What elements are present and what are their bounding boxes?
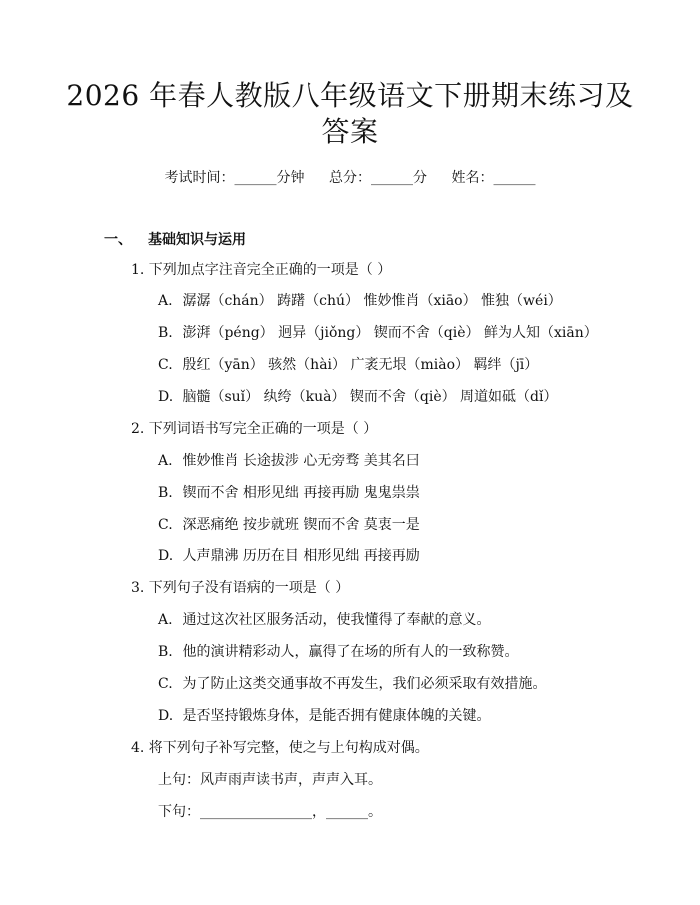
- option-text: 潺潺（chán） 踌躇（chú） 惟妙惟肖（xiāo） 惟独（wéi）: [182, 293, 562, 309]
- option-text: 为了防止这类交通事故不再发生，我们必须采取有效措施。: [182, 676, 547, 692]
- option-letter: A.: [158, 612, 173, 628]
- q2-option-b: [158, 483, 420, 503]
- option-letter: C.: [158, 357, 173, 373]
- option-text: 脑髓（suǐ） 纨绔（kuà） 锲而不舍（qiè） 周道如砥（dǐ）: [182, 389, 558, 405]
- exam-time-field: 考试时间：______分钟: [164, 170, 305, 186]
- title-line-1: 2026 年春人教版八年级语文下册期末练习及: [66, 79, 634, 112]
- q2-option-c: [158, 515, 420, 535]
- option-text: 他的演讲精彩动人，赢得了在场的所有人的一致称赞。: [182, 644, 519, 660]
- q4-lower-line: 下句：________________，______。: [158, 804, 382, 820]
- section-number: 一、: [104, 232, 132, 248]
- q4-upper-line: 上句：风声雨声读书声，声声入耳。: [158, 772, 382, 788]
- option-text: 殷红（yān） 骇然（hài） 广袤无垠（miào） 羁绊（jī）: [182, 357, 539, 373]
- q1-option-d: [158, 387, 558, 407]
- option-letter: D.: [158, 708, 174, 724]
- q1-option-b: [158, 323, 598, 343]
- option-letter: B.: [158, 644, 173, 660]
- option-letter: B.: [158, 325, 173, 341]
- q3-option-d: [158, 706, 490, 726]
- page-title: [60, 78, 640, 150]
- option-letter: C.: [158, 676, 173, 692]
- exam-meta: [0, 168, 700, 188]
- option-text: 锲而不舍 相形见绌 再接再励 鬼鬼祟祟: [182, 485, 420, 501]
- q2-option-a: [158, 451, 420, 471]
- section-heading: [104, 230, 246, 250]
- q1-option-a: [158, 291, 562, 311]
- option-text: 惟妙惟肖 长途拔涉 心无旁骛 美其名曰: [182, 453, 420, 469]
- option-letter: D.: [158, 389, 174, 405]
- section-title: 基础知识与运用: [148, 232, 246, 248]
- title-line-2: 答案: [321, 115, 379, 148]
- option-text: 深恶痛绝 按步就班 锲而不舍 莫衷一是: [182, 517, 420, 533]
- question-4: 4. 将下列句子补写完整，使之与上句构成对偶。: [131, 740, 429, 756]
- option-text: 澎湃（péng） 迥异（jiǒng） 锲而不舍（qiè） 鲜为人知（xiān）: [182, 325, 598, 341]
- q3-option-c: [158, 674, 546, 694]
- question-3: 3. 下列句子没有语病的一项是（ ）: [131, 580, 350, 596]
- option-text: 通过这次社区服务活动，使我懂得了奉献的意义。: [182, 612, 491, 628]
- option-letter: C.: [158, 517, 173, 533]
- option-text: 是否坚持锻炼身体，是能否拥有健康体魄的关键。: [182, 708, 491, 724]
- total-score-field: 总分：______分: [329, 170, 427, 186]
- option-letter: A.: [158, 293, 173, 309]
- student-name-field: 姓名：______: [451, 170, 536, 186]
- option-letter: A.: [158, 453, 173, 469]
- q3-option-b: [158, 642, 518, 662]
- question-1: 1. 下列加点字注音完全正确的一项是（ ）: [131, 262, 392, 278]
- question-2: 2. 下列词语书写完全正确的一项是（ ）: [131, 421, 378, 437]
- q1-option-c: [158, 355, 538, 375]
- option-letter: D.: [158, 548, 174, 564]
- option-letter: B.: [158, 485, 173, 501]
- q2-option-d: [158, 546, 420, 566]
- q3-option-a: [158, 610, 490, 630]
- option-text: 人声鼎沸 历历在目 相形见绌 再接再励: [182, 548, 420, 564]
